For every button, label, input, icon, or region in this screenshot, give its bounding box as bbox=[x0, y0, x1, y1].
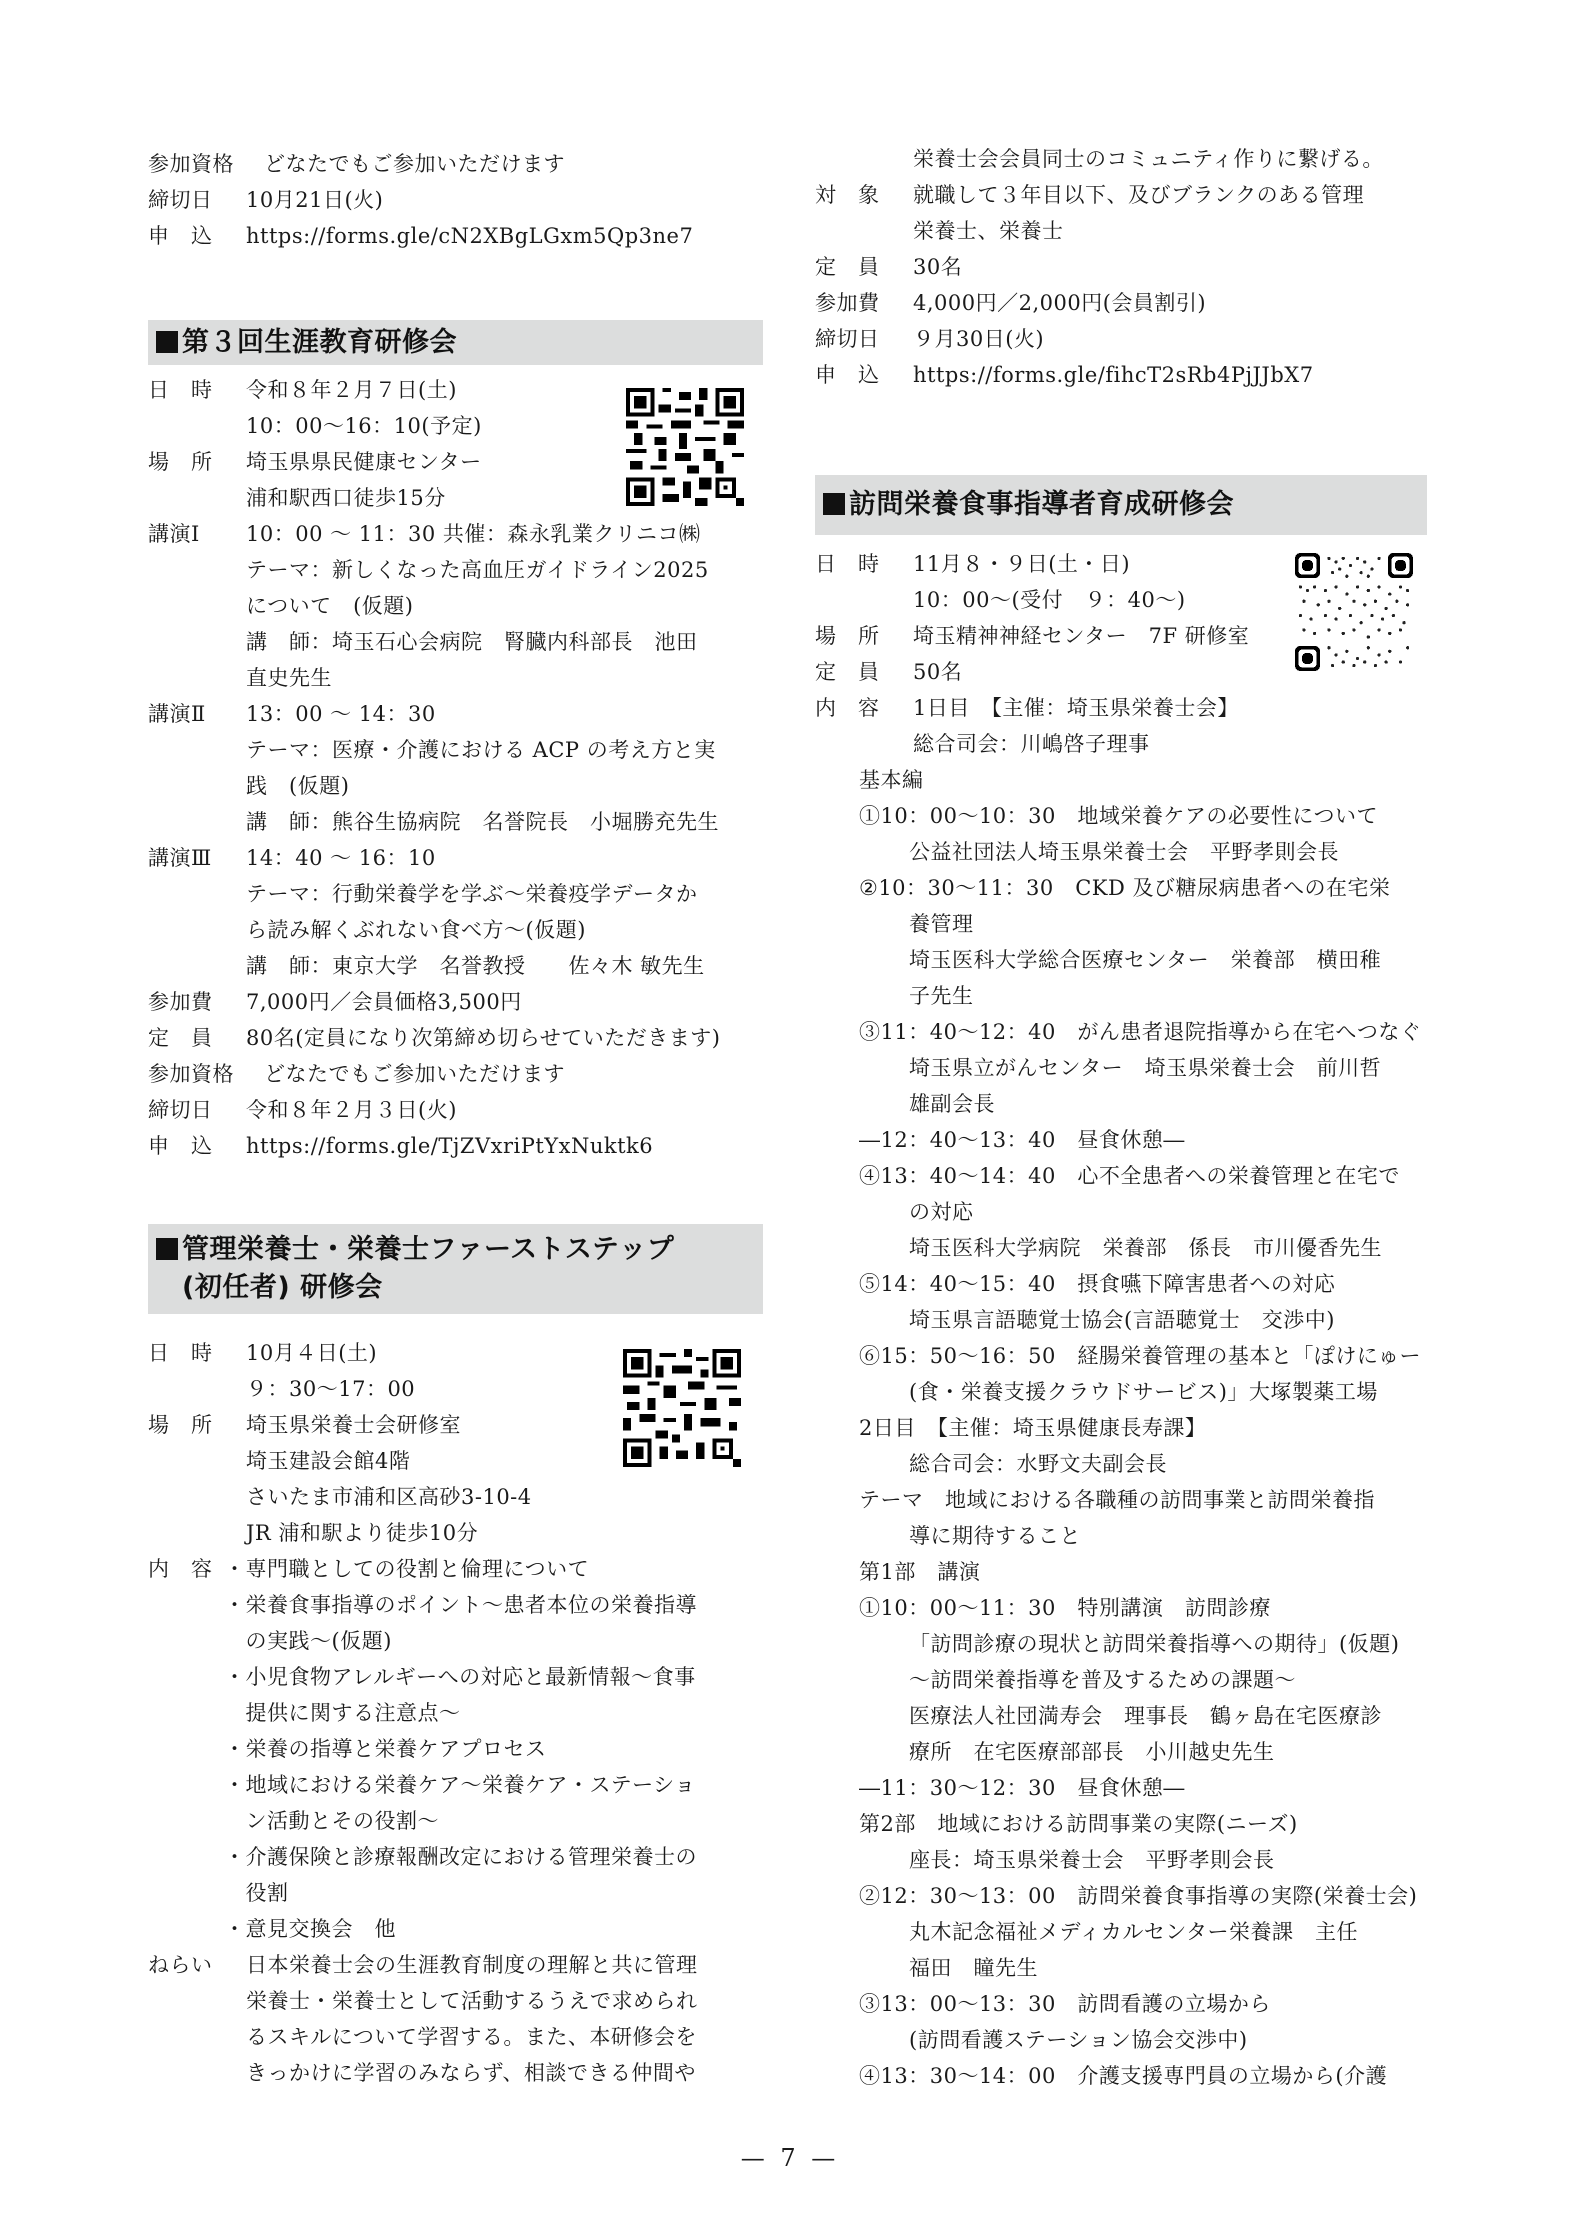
row-label: 締切日 bbox=[148, 188, 213, 212]
row-value: 栄養士、栄養士 bbox=[913, 219, 1064, 243]
program-line: の対応 bbox=[909, 1200, 974, 1224]
program-line: 埼玉県言語聴覚士協会(言語聴覚士 交渉中) bbox=[909, 1308, 1335, 1332]
row-label: 定 員 bbox=[815, 255, 880, 279]
row-label: 参加費 bbox=[148, 990, 213, 1014]
row-value: 4,000円／2,000円(会員割引) bbox=[913, 291, 1207, 315]
row-label: 講演Ⅱ bbox=[148, 702, 206, 726]
row-value: テーマ：行動栄養学を学ぶ〜栄養疫学データか bbox=[246, 882, 698, 906]
row-value: 提供に関する注意点〜 bbox=[224, 1701, 461, 1725]
row-value: ・介護保険と診療報酬改定における管理栄養士の bbox=[224, 1845, 697, 1869]
program-line: 養管理 bbox=[909, 912, 974, 936]
row-value: どなたでもご参加いただけます bbox=[264, 1062, 565, 1086]
row-value: 10：00〜(受付 ９：40〜) bbox=[913, 588, 1186, 612]
program-line: 導に期待すること bbox=[909, 1524, 1081, 1548]
row-value: 令和８年２月３日(火) bbox=[246, 1098, 457, 1122]
program-line: ③13：00〜13：30 訪問看護の立場から bbox=[859, 1992, 1271, 2016]
row-value: 10月４日(土) bbox=[246, 1341, 378, 1365]
row-label: 日 時 bbox=[148, 1341, 213, 1365]
row-value: 践 (仮題) bbox=[246, 774, 350, 798]
row-label: ねらい bbox=[148, 1953, 213, 1977]
row-value: ・栄養の指導と栄養ケアプロセス bbox=[224, 1737, 547, 1761]
program-line: 丸木記念福祉メディカルセンター栄養課 主任 bbox=[909, 1920, 1358, 1944]
program-line: ―11：30〜12：30 昼食休憩― bbox=[859, 1776, 1185, 1800]
row-value: 役割 bbox=[224, 1881, 289, 1905]
row-value: 日本栄養士会の生涯教育制度の理解と共に管理 bbox=[246, 1953, 698, 1977]
row-value: 10：00 〜 11：30 共催：森永乳業クリニコ㈱ bbox=[246, 522, 701, 546]
section-title: 第３回生涯教育研修会 bbox=[182, 327, 457, 358]
row-label: 日 時 bbox=[815, 552, 880, 576]
square-bullet-icon bbox=[156, 1238, 178, 1260]
program-line: 基本編 bbox=[859, 768, 924, 792]
program-line: 「訪問診療の現状と訪問栄養指導への期待」(仮題) bbox=[909, 1632, 1400, 1656]
program-line: 総合司会：水野文夫副会長 bbox=[909, 1452, 1167, 1476]
row-label: 定 員 bbox=[815, 660, 880, 684]
program-line: ②12：30〜13：00 訪問栄養食事指導の実際(栄養士会) bbox=[859, 1884, 1418, 1908]
program-line: 福田 瞳先生 bbox=[909, 1956, 1038, 1980]
seminar3-qr-code-icon[interactable] bbox=[626, 388, 744, 506]
program-line: 埼玉医科大学総合医療センター 栄養部 横田稚 bbox=[909, 948, 1382, 972]
program-line: ②10：30〜11：30 CKD 及び糖尿病患者への在宅栄 bbox=[859, 876, 1391, 900]
program-line: (食・栄養支援クラウドサービス)」大塚製薬工場 bbox=[909, 1380, 1378, 1404]
row-label: 場 所 bbox=[815, 624, 880, 648]
row-value: 講 師：東京大学 名誉教授 佐々木 敏先生 bbox=[246, 954, 705, 978]
row-label: 内 容 bbox=[815, 696, 880, 720]
application-link[interactable]: https://forms.gle/fihcT2sRb4PjJJbX7 bbox=[913, 363, 1314, 387]
row-value: ９月30日(火) bbox=[913, 327, 1045, 351]
row-value: 埼玉建設会館4階 bbox=[246, 1449, 411, 1473]
row-label: 締切日 bbox=[815, 327, 880, 351]
row-value: 30名 bbox=[913, 255, 963, 279]
row-value: 令和８年２月７日(土) bbox=[246, 378, 457, 402]
program-line: 第1部 講演 bbox=[859, 1560, 981, 1584]
row-value: テーマ：医療・介護における ACP の考え方と実 bbox=[246, 738, 716, 762]
application-link[interactable]: https://forms.gle/TjZVxriPtYxNuktk6 bbox=[246, 1134, 654, 1158]
program-line: ①10：00〜11：30 特別講演 訪問診療 bbox=[859, 1596, 1271, 1620]
row-label: 申 込 bbox=[815, 363, 880, 387]
section-title: 管理栄養士・栄養士ファーストステップ bbox=[182, 1234, 675, 1265]
row-value: ら読み解くぶれない食べ方〜(仮題) bbox=[246, 918, 586, 942]
row-value: 埼玉県県民健康センター bbox=[246, 450, 482, 474]
program-line: 座長：埼玉県栄養士会 平野孝則会長 bbox=[909, 1848, 1275, 1872]
row-value: 就職して３年目以下、及びブランクのある管理 bbox=[913, 183, 1365, 207]
row-value: テーマ：新しくなった高血圧ガイドライン2025 bbox=[246, 558, 709, 582]
row-value: JR 浦和駅より徒歩10分 bbox=[246, 1521, 479, 1545]
row-value: 浦和駅西口徒歩15分 bbox=[246, 486, 446, 510]
row-value: ・専門職としての役割と倫理について bbox=[224, 1557, 590, 1581]
section-title: 訪問栄養食事指導者育成研修会 bbox=[849, 489, 1234, 520]
row-value: 7,000円／会員価格3,500円 bbox=[246, 990, 522, 1014]
program-line: ④13：30〜14：00 介護支援専門員の立場から(介護 bbox=[859, 2064, 1388, 2088]
square-bullet-icon bbox=[156, 331, 178, 353]
row-value: ン活動とその役割〜 bbox=[224, 1809, 439, 1833]
section-title-line2: (初任者) 研修会 bbox=[182, 1272, 383, 1303]
row-value: ９：30〜17：00 bbox=[246, 1377, 416, 1401]
row-value: 直史先生 bbox=[246, 666, 332, 690]
row-value: 講 師：熊谷生協病院 名誉院長 小堀勝充先生 bbox=[246, 810, 719, 834]
row-value: 栄養士会会員同士のコミュニティ作りに繋げる。 bbox=[913, 147, 1384, 171]
row-label: 対 象 bbox=[815, 183, 880, 207]
row-label: 日 時 bbox=[148, 378, 213, 402]
row-value: 13：00 〜 14：30 bbox=[246, 702, 436, 726]
row-value: ・栄養食事指導のポイント〜患者本位の栄養指導 bbox=[224, 1593, 697, 1617]
row-label: 定 員 bbox=[148, 1026, 213, 1050]
firststep-qr-code-icon[interactable] bbox=[623, 1349, 741, 1467]
program-line: テーマ 地域における各職種の訪問事業と訪問栄養指 bbox=[859, 1488, 1375, 1512]
row-label: 申 込 bbox=[148, 1134, 213, 1158]
row-value: 14：40 〜 16：10 bbox=[246, 846, 436, 870]
row-label: 場 所 bbox=[148, 450, 213, 474]
row-label: 参加資格 bbox=[148, 152, 234, 176]
program-line: 雄副会長 bbox=[909, 1092, 995, 1116]
row-value: 講 師：埼玉石心会病院 腎臓内科部長 池田 bbox=[246, 630, 698, 654]
row-value: 栄養士・栄養士として活動するうえで求められ bbox=[246, 1989, 698, 2013]
row-label: 参加資格 bbox=[148, 1062, 234, 1086]
program-line: 子先生 bbox=[909, 984, 974, 1008]
program-line: 公益社団法人埼玉県栄養士会 平野孝則会長 bbox=[909, 840, 1339, 864]
row-value: きっかけに学習のみならず、相談できる仲間や bbox=[246, 2061, 696, 2085]
row-label: 講演Ⅲ bbox=[148, 846, 212, 870]
program-line: ―12：40〜13：40 昼食休憩― bbox=[859, 1128, 1185, 1152]
row-value: 10：00〜16：10(予定) bbox=[246, 414, 482, 438]
row-value: どなたでもご参加いただけます bbox=[264, 152, 565, 176]
row-label: 締切日 bbox=[148, 1098, 213, 1122]
section-header-homon bbox=[815, 475, 1427, 535]
row-value: 50名 bbox=[913, 660, 963, 684]
program-line: ⑥15：50〜16：50 経腸栄養管理の基本と「ぽけにゅー bbox=[859, 1344, 1421, 1368]
program-line: ⑤14：40〜15：40 摂食嚥下障害患者への対応 bbox=[859, 1272, 1336, 1296]
program-line: (訪問看護ステーション協会交渉中) bbox=[909, 2028, 1248, 2052]
page-number: — 7 — bbox=[740, 2144, 840, 2172]
program-line: 医療法人社団満寿会 理事長 鶴ヶ島在宅医療診 bbox=[909, 1704, 1382, 1728]
row-value: 総合司会：川嶋啓子理事 bbox=[913, 732, 1150, 756]
program-line: 第2部 地域における訪問事業の実際(ニーズ) bbox=[859, 1812, 1298, 1836]
program-line: 埼玉県立がんセンター 埼玉県栄養士会 前川哲 bbox=[909, 1056, 1382, 1080]
row-label: 申 込 bbox=[148, 224, 213, 248]
program-line: 埼玉医科大学病院 栄養部 係長 市川優香先生 bbox=[909, 1236, 1382, 1260]
program-line: ①10：00〜10：30 地域栄養ケアの必要性について bbox=[859, 804, 1378, 828]
row-value: の実践〜(仮題) bbox=[224, 1629, 392, 1653]
row-value: さいたま市浦和区高砂3-10-4 bbox=[246, 1485, 532, 1509]
homon-qr-code-icon[interactable] bbox=[1295, 553, 1413, 671]
program-line: 2日目 【主催：埼玉県健康長寿課】 bbox=[859, 1416, 1207, 1440]
row-value: るスキルについて学習する。また、本研修会を bbox=[246, 2025, 697, 2049]
row-value: ・地域における栄養ケア〜栄養ケア・ステーショ bbox=[224, 1773, 696, 1797]
row-label: 内 容 bbox=[148, 1557, 213, 1581]
row-value: 80名(定員になり次第締め切らせていただきます) bbox=[246, 1026, 721, 1050]
row-label: 参加費 bbox=[815, 291, 880, 315]
program-line: 療所 在宅医療部部長 小川越史先生 bbox=[909, 1740, 1275, 1764]
row-value: 11月８・９日(土・日) bbox=[913, 552, 1131, 576]
application-link[interactable]: https://forms.gle/cN2XBgLGxm5Qp3ne7 bbox=[246, 224, 694, 248]
row-value: について (仮題) bbox=[246, 594, 414, 618]
section-header-seminar3 bbox=[148, 320, 763, 365]
row-value: ・小児食物アレルギーへの対応と最新情報〜食事 bbox=[224, 1665, 696, 1689]
square-bullet-icon bbox=[823, 493, 845, 515]
row-value: ・意見交換会 他 bbox=[224, 1917, 396, 1941]
row-value: 10月21日(火) bbox=[246, 188, 384, 212]
program-line: ③11：40〜12：40 がん患者退院指導から在宅へつなぐ bbox=[859, 1020, 1422, 1044]
row-value: 1日目 【主催：埼玉県栄養士会】 bbox=[913, 696, 1239, 720]
row-label: 場 所 bbox=[148, 1413, 213, 1437]
row-label: 講演Ⅰ bbox=[148, 522, 200, 546]
row-value: 埼玉県栄養士会研修室 bbox=[246, 1413, 461, 1437]
row-value: 埼玉精神神経センター 7F 研修室 bbox=[913, 624, 1250, 648]
program-line: 〜訪問栄養指導を普及するための課題〜 bbox=[909, 1668, 1296, 1692]
section-header-firststep bbox=[148, 1224, 763, 1314]
program-line: ④13：40〜14：40 心不全患者への栄養管理と在宅で bbox=[859, 1164, 1400, 1188]
